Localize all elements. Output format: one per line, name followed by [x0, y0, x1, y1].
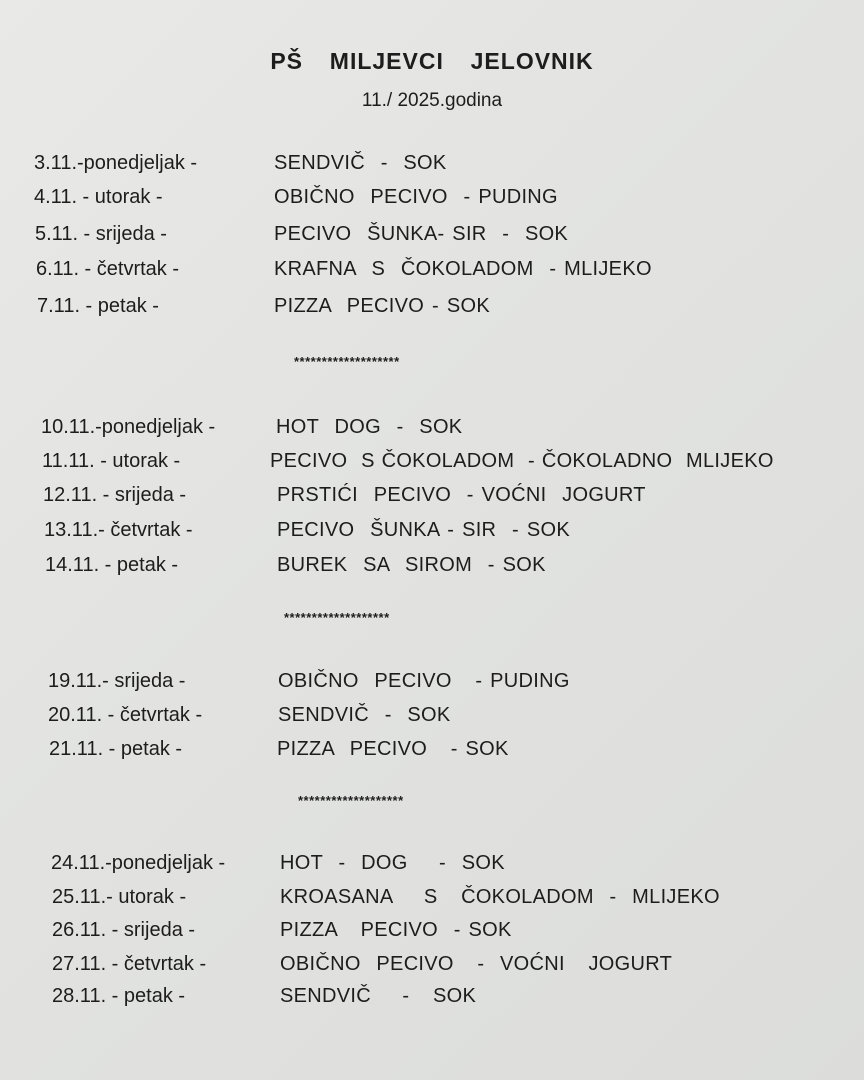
menu-meal: SENDVIČ - SOK [280, 985, 477, 1007]
menu-meal: KROASANA S ČOKOLADOM - MLIJEKO [280, 886, 720, 908]
menu-day: 25.11.- utorak - [52, 886, 187, 908]
menu-meal: OBIČNO PECIVO - PUDING [278, 670, 570, 692]
menu-meal: OBIČNO PECIVO - VOĆNI JOGURT [280, 953, 673, 975]
separator: ******************* [298, 793, 404, 808]
menu-meal: OBIČNO PECIVO - PUDING [274, 186, 558, 208]
menu-day: 5.11. - srijeda - [35, 223, 167, 245]
menu-meal: PECIVO ŠUNKA- SIR - SOK [274, 223, 569, 245]
page-subtitle: 11./ 2025.godina [361, 90, 503, 111]
menu-day: 6.11. - četvrtak - [36, 258, 180, 280]
menu-meal: PIZZA PECIVO - SOK [274, 295, 490, 317]
menu-meal: PECIVO ŠUNKA - SIR - SOK [277, 519, 570, 541]
menu-day: 27.11. - četvrtak - [52, 953, 207, 975]
menu-day: 11.11. - utorak - [42, 450, 181, 472]
menu-day: 14.11. - petak - [45, 554, 179, 576]
separator: ******************* [284, 610, 390, 625]
menu-day: 4.11. - utorak - [34, 186, 163, 208]
menu-day: 12.11. - srijeda - [43, 484, 187, 506]
menu-day: 26.11. - srijeda - [52, 919, 196, 941]
menu-day: 20.11. - četvrtak - [48, 704, 203, 726]
menu-meal: KRAFNA S ČOKOLADOM - MLIJEKO [274, 258, 652, 280]
menu-day: 10.11.-ponedjeljak - [41, 416, 216, 438]
menu-day: 7.11. - petak - [37, 295, 159, 317]
menu-day: 13.11.- četvrtak - [44, 519, 193, 541]
menu-meal: SENDVIČ - SOK [274, 152, 447, 174]
menu-day: 3.11.-ponedjeljak - [34, 152, 198, 174]
menu-meal: HOT - DOG - SOK [280, 852, 505, 874]
menu-meal: HOT DOG - SOK [276, 416, 463, 438]
menu-meal: PIZZA PECIVO - SOK [277, 738, 509, 760]
menu-day: 19.11.- srijeda - [48, 670, 186, 692]
menu-day: 28.11. - petak - [52, 985, 186, 1007]
separator: ******************* [294, 354, 400, 369]
menu-day: 24.11.-ponedjeljak - [51, 852, 226, 874]
page-title: PŠ MILJEVCI JELOVNIK [270, 48, 594, 74]
menu-meal: PIZZA PECIVO - SOK [280, 919, 512, 941]
menu-meal: SENDVIČ - SOK [278, 704, 451, 726]
menu-meal: BUREK SA SIROM - SOK [277, 554, 546, 576]
menu-day: 21.11. - petak - [49, 738, 183, 760]
menu-meal: PECIVO S ČOKOLADOM - ČOKOLADNO MLIJEKO [270, 450, 774, 472]
menu-meal: PRSTIĆI PECIVO - VOĆNI JOGURT [277, 484, 646, 506]
